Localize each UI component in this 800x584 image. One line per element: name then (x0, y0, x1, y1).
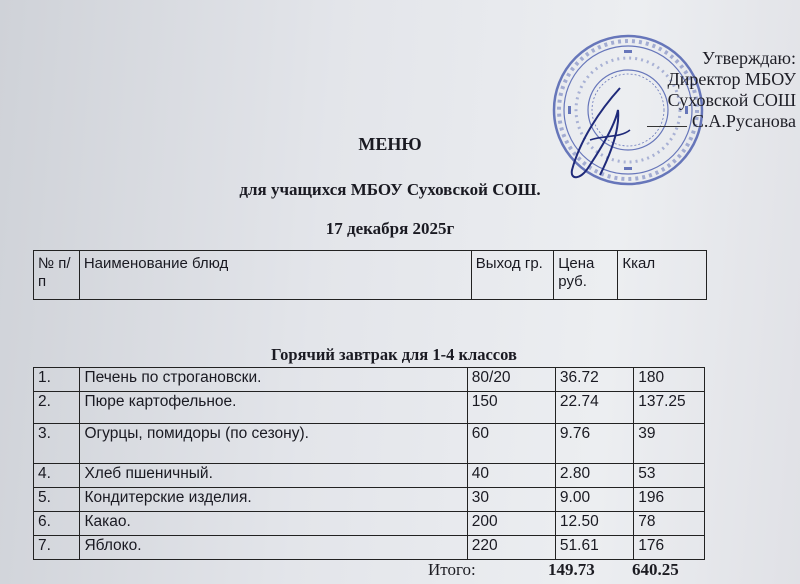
header-name: Наименование блюд (79, 251, 471, 300)
cell-price: 9.00 (555, 488, 633, 512)
cell-yield: 150 (467, 392, 555, 424)
cell-num: 5. (34, 488, 80, 512)
menu-header-table (33, 250, 707, 300)
cell-kcal: 78 (634, 512, 705, 536)
cell-yield: 220 (467, 536, 555, 560)
cell-price: 22.74 (555, 392, 633, 424)
signatory-name: С.А.Русанова (691, 111, 796, 131)
total-price: 149.73 (548, 560, 595, 579)
table-row (34, 536, 705, 560)
approval-line-1: Утверждаю: (701, 48, 796, 68)
header-yield: Выход гр. (471, 251, 553, 300)
cell-yield: 60 (467, 424, 555, 464)
cell-kcal: 176 (634, 536, 705, 560)
cell-yield: 40 (467, 464, 555, 488)
cell-price: 2.80 (555, 464, 633, 488)
page-subtitle: для учащихся МБОУ Суховской СОШ. (239, 180, 541, 199)
cell-price: 12.50 (555, 512, 633, 536)
cell-name: Кондитерские изделия. (80, 488, 467, 512)
cell-name: Какао. (80, 512, 467, 536)
table-row (34, 368, 705, 392)
cell-yield: 80/20 (467, 368, 555, 392)
cell-yield: 200 (467, 512, 555, 536)
total-label: Итого: (428, 560, 476, 579)
cell-yield: 30 (467, 488, 555, 512)
cell-name: Печень по строгановски. (80, 368, 467, 392)
cell-name: Яблоко. (80, 536, 467, 560)
cell-price: 36.72 (555, 368, 633, 392)
cell-price: 9.76 (555, 424, 633, 464)
cell-name: Хлеб пшеничный. (80, 464, 467, 488)
approval-block (600, 48, 796, 132)
cell-num: 4. (34, 464, 80, 488)
menu-table (33, 367, 705, 560)
header-kcal: Ккал (618, 251, 707, 300)
table-header-row (34, 251, 707, 300)
cell-name: Пюре картофельное. (80, 392, 467, 424)
header-price: Цена руб. (554, 251, 618, 300)
cell-kcal: 180 (634, 368, 705, 392)
approval-line-3: Суховской СОШ (667, 90, 796, 110)
cell-num: 2. (34, 392, 80, 424)
cell-kcal: 196 (634, 488, 705, 512)
total-kcal: 640.25 (632, 560, 679, 579)
table-row (34, 512, 705, 536)
cell-num: 7. (34, 536, 80, 560)
cell-num: 6. (34, 512, 80, 536)
cell-name: Огурцы, помидоры (по сезону). (80, 424, 467, 464)
page-title: МЕНЮ (358, 134, 422, 154)
table-row (34, 424, 705, 464)
cell-price: 51.61 (555, 536, 633, 560)
table-row (34, 488, 705, 512)
header-num: № п/п (34, 251, 80, 300)
approval-signatory (600, 111, 796, 132)
cell-kcal: 137.25 (634, 392, 705, 424)
cell-kcal: 53 (634, 464, 705, 488)
cell-num: 1. (34, 368, 80, 392)
table-row (34, 392, 705, 424)
approval-line-2: Директор МБОУ (667, 69, 796, 89)
cell-num: 3. (34, 424, 80, 464)
menu-date: 17 декабря 2025г (325, 219, 455, 238)
table-row (34, 464, 705, 488)
cell-kcal: 39 (634, 424, 705, 464)
section-title: Горячий завтрак для 1-4 классов (271, 345, 517, 364)
